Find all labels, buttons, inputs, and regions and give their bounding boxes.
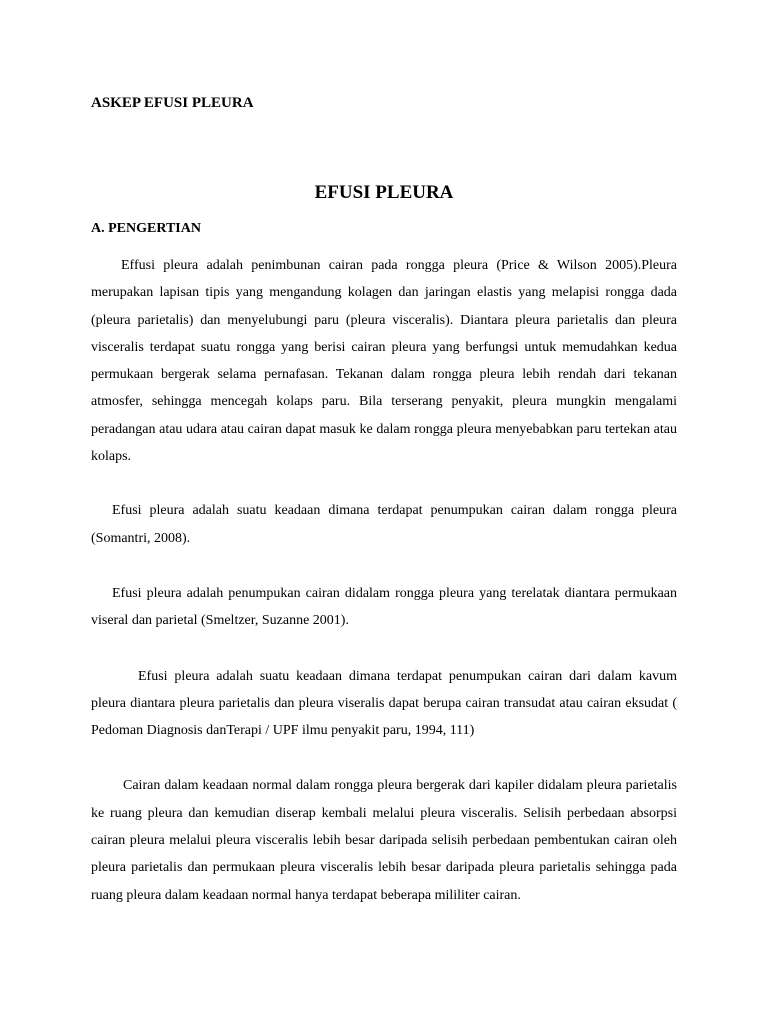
document-title: EFUSI PLEURA (314, 182, 454, 203)
paragraph-4: Efusi pleura adalah suatu keadaan dimana terdapat penumpukan cairan dari dalam kavum pleura diantara pleura parietalis dan pleura viseralis dapat berupa cairan transudat atau cairan eksudat ( Pedoman Diagnosis danTerapi / UPF ilmu penyakit paru, 1994, 111) (91, 668, 677, 739)
section-heading: A. PENGERTIAN (91, 221, 201, 236)
document-header: ASKEP EFUSI PLEURA (91, 95, 254, 111)
paragraph-1: Effusi pleura adalah penimbunan cairan pada rongga pleura (Price & Wilson 2005).Pleura merupakan lapisan tipis yang mengandung kolagen dan jaringan elastis yang melapisi rongga dada (pleura parietalis) dan menyelubungi paru (pleura visceralis). Diantara pleura parietalis dan pleura visceralis terdapat suatu rongga yang berisi cairan pleura yang berfungsi untuk memudahkan kedua permukaan bergerak selama pernafasan. Tekanan dalam rongga pleura lebih rendah dari tekanan atmosfer, sehingga mencegah kolaps paru. Bila terserang penyakit, pleura mungkin mengalami peradangan atau udara atau cairan dapat masuk ke dalam rongga pleura menyebabkan paru tertekan atau kolaps. (91, 258, 677, 465)
paragraph-3: Efusi pleura adalah penumpukan cairan didalam rongga pleura yang terelatak diantara permukaan viseral dan parietal (Smeltzer, Suzanne 2001). (91, 585, 677, 629)
paragraph-5: Cairan dalam keadaan normal dalam rongga pleura bergerak dari kapiler didalam pleura parietalis ke ruang pleura dan kemudian diserap kembali melalui pleura visceralis. Selisih perbedaan absorpsi cairan pleura melalui pleura visceralis lebih besar daripada selisih perbedaan pembentukan cairan oleh pleura parietalis dan permukaan pleura visceralis lebih besar daripada pleura parietalis sehingga pada ruang pleura dalam keadaan normal hanya terdapat beberapa mililiter cairan. (91, 778, 677, 903)
paragraph-2: Efusi pleura adalah suatu keadaan dimana terdapat penumpukan cairan dalam rongga pleura (Somantri, 2008). (91, 503, 677, 546)
